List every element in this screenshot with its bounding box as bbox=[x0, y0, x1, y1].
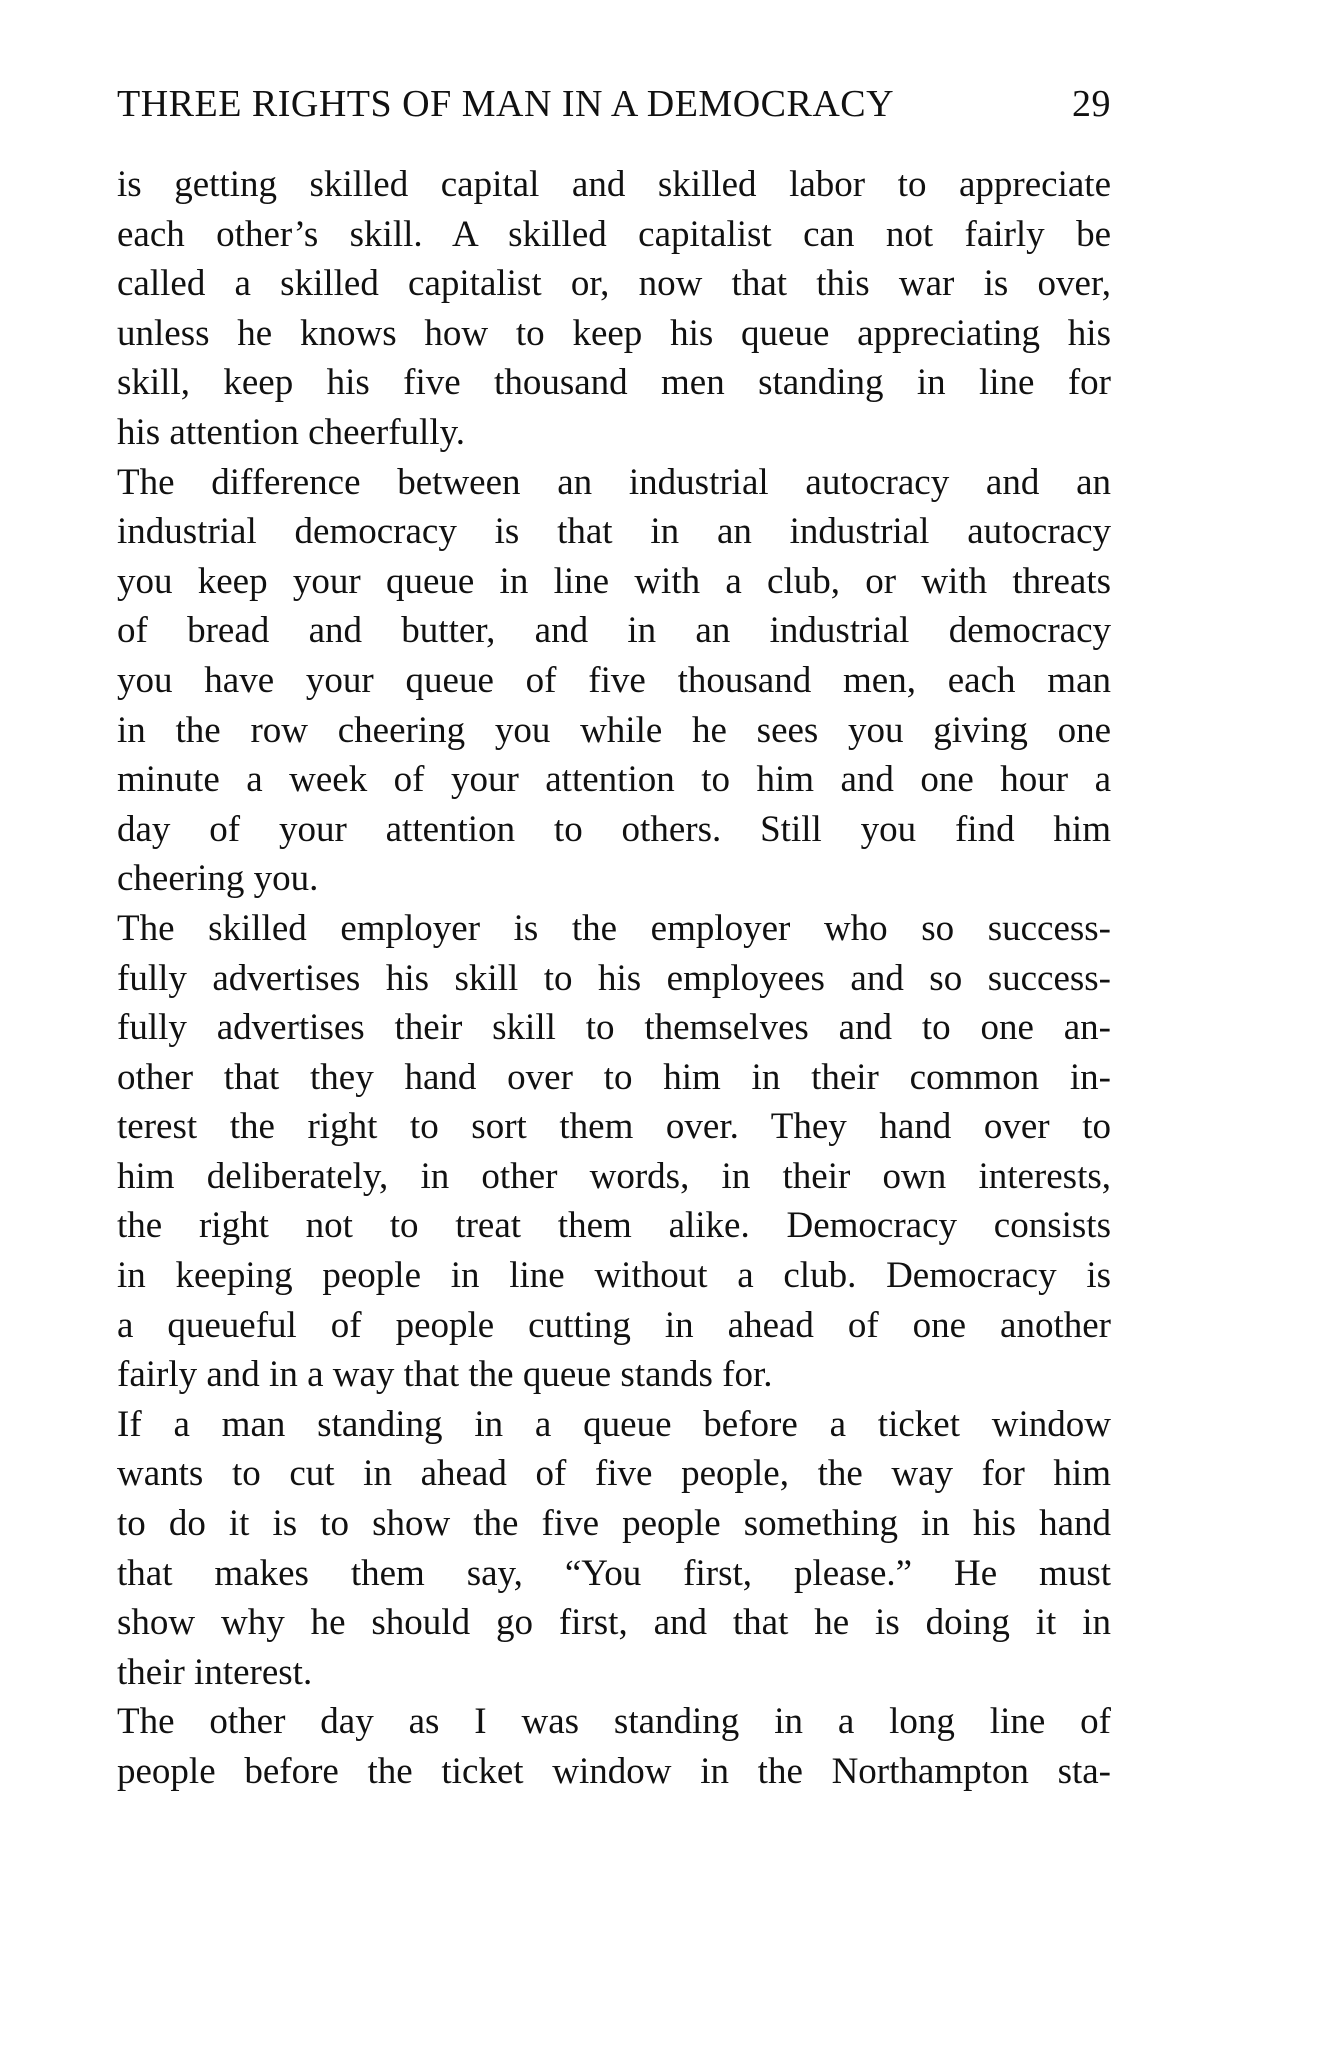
text-line: called a skilled capitalist or, now that this war is over, bbox=[117, 263, 1111, 305]
text-line: a queueful of people cutting in ahead of one another bbox=[117, 1304, 1111, 1346]
text-line: show why he should go first, and that he is doing it in bbox=[117, 1602, 1111, 1644]
running-head bbox=[117, 82, 1111, 132]
text-line: the right not to treat them alike. Democracy consists bbox=[117, 1205, 1111, 1247]
text-line: of bread and butter, and in an industrial democracy bbox=[117, 610, 1111, 652]
paragraph bbox=[117, 904, 1111, 1400]
paragraph bbox=[117, 1400, 1111, 1698]
text-line: minute a week of your attention to him and one hour a bbox=[117, 759, 1111, 801]
text-line: fully advertises their skill to themselves and to one an- bbox=[117, 1007, 1111, 1049]
paragraph bbox=[117, 160, 1111, 458]
paragraph bbox=[117, 458, 1111, 904]
text-line: you keep your queue in line with a club, or with threats bbox=[117, 560, 1111, 602]
text-line: to do it is to show the five people something in his hand bbox=[117, 1503, 1111, 1545]
text-line: day of your attention to others. Still you find him bbox=[117, 808, 1111, 850]
text-line: each other’s skill. A skilled capitalist can not fairly be bbox=[117, 213, 1111, 255]
text-line: fully advertises his skill to his employees and so success- bbox=[117, 957, 1111, 999]
text-line: people before the ticket window in the Northampton sta- bbox=[117, 1751, 1111, 1792]
text-line: cheering you. bbox=[117, 858, 319, 900]
running-head-title: THREE RIGHTS OF MAN IN A DEMOCRACY bbox=[117, 83, 895, 125]
text-line: The other day as I was standing in a long line of bbox=[117, 1701, 1111, 1743]
text-line: wants to cut in ahead of five people, the way for him bbox=[117, 1453, 1111, 1495]
text-line: you have your queue of five thousand men, each man bbox=[117, 659, 1111, 701]
page-number: 29 bbox=[1072, 83, 1111, 125]
text-line: If a man standing in a queue before a ticket window bbox=[117, 1403, 1111, 1445]
text-line: his attention cheerfully. bbox=[117, 411, 465, 453]
body-text bbox=[117, 160, 1111, 1797]
text-line: skill, keep his five thousand men standing in line for bbox=[117, 362, 1111, 404]
text-line: industrial democracy is that in an industrial autocracy bbox=[117, 511, 1111, 553]
text-line: in keeping people in line without a club. Democracy is bbox=[117, 1255, 1111, 1297]
text-line: that makes them say, “You first, please.” He must bbox=[117, 1552, 1111, 1594]
text-line: is getting skilled capital and skilled labor to appreciate bbox=[117, 164, 1111, 205]
text-line: The difference between an industrial autocracy and an bbox=[117, 461, 1111, 503]
text-line: their interest. bbox=[117, 1651, 313, 1693]
text-line: unless he knows how to keep his queue appreciating his bbox=[117, 312, 1111, 354]
text-line: other that they hand over to him in their common in- bbox=[117, 1056, 1111, 1098]
text-line: The skilled employer is the employer who so success- bbox=[117, 907, 1111, 949]
text-line: him deliberately, in other words, in their own interests, bbox=[117, 1155, 1111, 1197]
paragraph bbox=[117, 1697, 1111, 1796]
text-line: terest the right to sort them over. They hand over to bbox=[117, 1106, 1111, 1148]
text-line: fairly and in a way that the queue stands for. bbox=[117, 1354, 773, 1396]
text-line: in the row cheering you while he sees you giving one bbox=[117, 709, 1111, 751]
